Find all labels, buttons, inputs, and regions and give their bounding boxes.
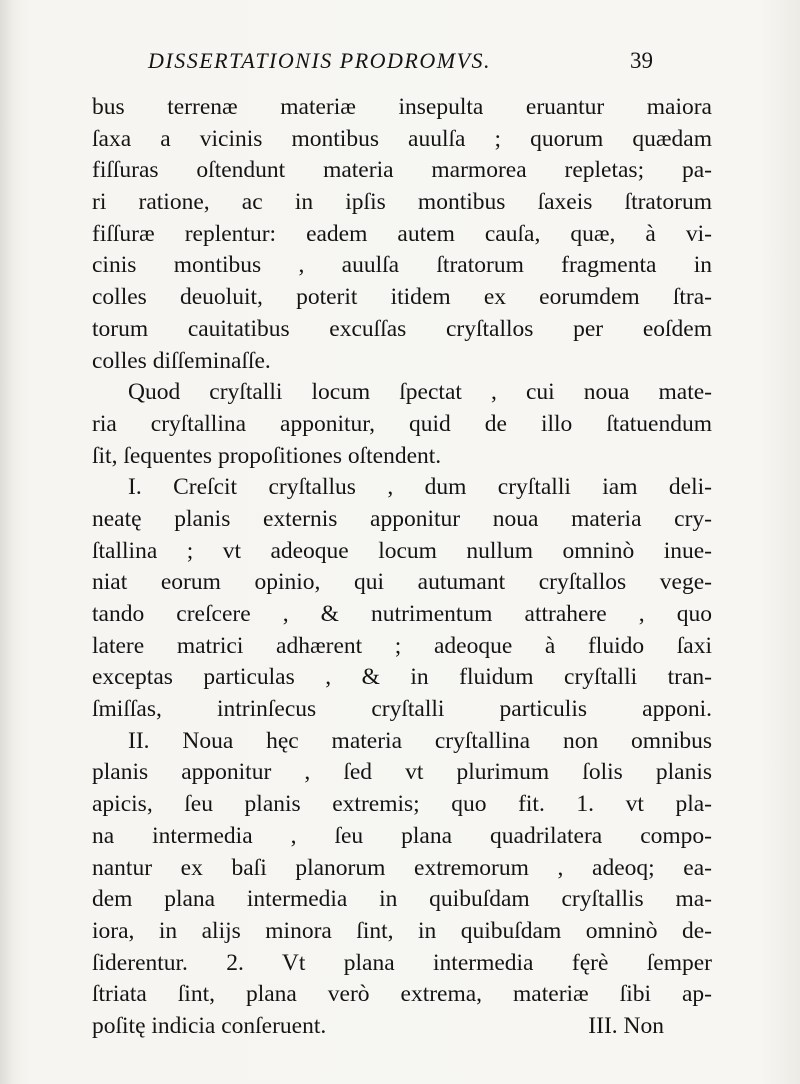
text-line: tando creſcere , & nutrimentum attrahere , quo	[92, 601, 712, 627]
text-line: fiſſuras oſtendunt materia marmorea repletas; pa-	[92, 157, 712, 184]
text-line: ſtallina ; vt adeoque locum nullum omninò inue-	[92, 537, 712, 564]
text-line: ſmiſſas, intrinſecus cryſtalli particulis apponi.	[92, 696, 712, 723]
text-line: ſiderentur. 2. Vt plana intermedia fęrè ſemper	[92, 949, 712, 976]
proposition-one-line: I. Creſcit cryſtallus , dum cryſtalli iam deli-	[128, 474, 712, 501]
running-title: DISSERTATIONIS PRODROMVS.	[148, 48, 492, 73]
text-line: nantur ex baſi planorum extremorum , adeoq; ea-	[92, 854, 712, 881]
page-header	[148, 48, 668, 82]
catchword: III. Non	[588, 1012, 664, 1039]
text-line: colles deuoluit, poterit itidem ex eorumdem ſtra-	[92, 284, 712, 311]
text-line: ria cryſtallina apponitur, quid de illo ſtatuendum	[92, 410, 712, 437]
body-text	[92, 92, 712, 1043]
text-line: torum cauitatibus excuſſas cryſtallos per eoſdem	[92, 315, 712, 342]
text-line: colles diſſeminaſſe.	[92, 347, 271, 374]
text-line: cinis montibus , auulſa ſtratorum fragmenta in	[92, 252, 712, 279]
text-line: apicis, ſeu planis extremis; quo fit. 1. vt pla-	[92, 791, 712, 818]
text-line: niat eorum opinio, qui autumant cryſtallos vege-	[92, 569, 712, 596]
gutter-shadow	[0, 0, 14, 1084]
text-line: bus terrenæ materiæ insepulta eruantur maiora	[92, 94, 712, 120]
text-line: dem plana intermedia in quibuſdam cryſtallis ma-	[92, 886, 712, 913]
text-line: ſit, ſequentes propoſitiones oſtendent.	[92, 442, 442, 469]
text-line: fiſſuræ replentur: eadem autem cauſa, quæ, à vi-	[92, 220, 712, 247]
text-line: neatę planis externis apponitur noua materia cry-	[92, 505, 712, 532]
last-line-text: poſitę indicia conſeruent.	[92, 1012, 327, 1039]
text-line: latere matrici adhærent ; adeoque à fluido ſaxi	[92, 632, 712, 659]
text-line: iora, in alijs minora ſint, in quibuſdam omninò de-	[92, 917, 712, 944]
text-line: ſtriata ſint, plana verò extrema, materiæ ſibi ap-	[92, 981, 712, 1008]
text-line: ſaxa a vicinis montibus auulſa ; quorum quædam	[92, 125, 712, 152]
text-line: na intermedia , ſeu plana quadrilatera compo-	[92, 822, 712, 849]
page-number: 39	[630, 48, 653, 73]
text-line: planis apponitur , ſed vt plurimum ſolis planis	[92, 759, 712, 786]
text-line: ri ratione, ac in ipſis montibus ſaxeis ſtratorum	[92, 189, 712, 216]
proposition-two-line: II. Noua hęc materia cryſtallina non omnibus	[128, 727, 712, 754]
last-text-line	[92, 1011, 712, 1043]
text-line: exceptas particulas , & in fluidum cryſtalli tran-	[92, 664, 712, 691]
paragraph-start-line: Quod cryſtalli locum ſpectat , cui noua mate-	[128, 379, 712, 406]
